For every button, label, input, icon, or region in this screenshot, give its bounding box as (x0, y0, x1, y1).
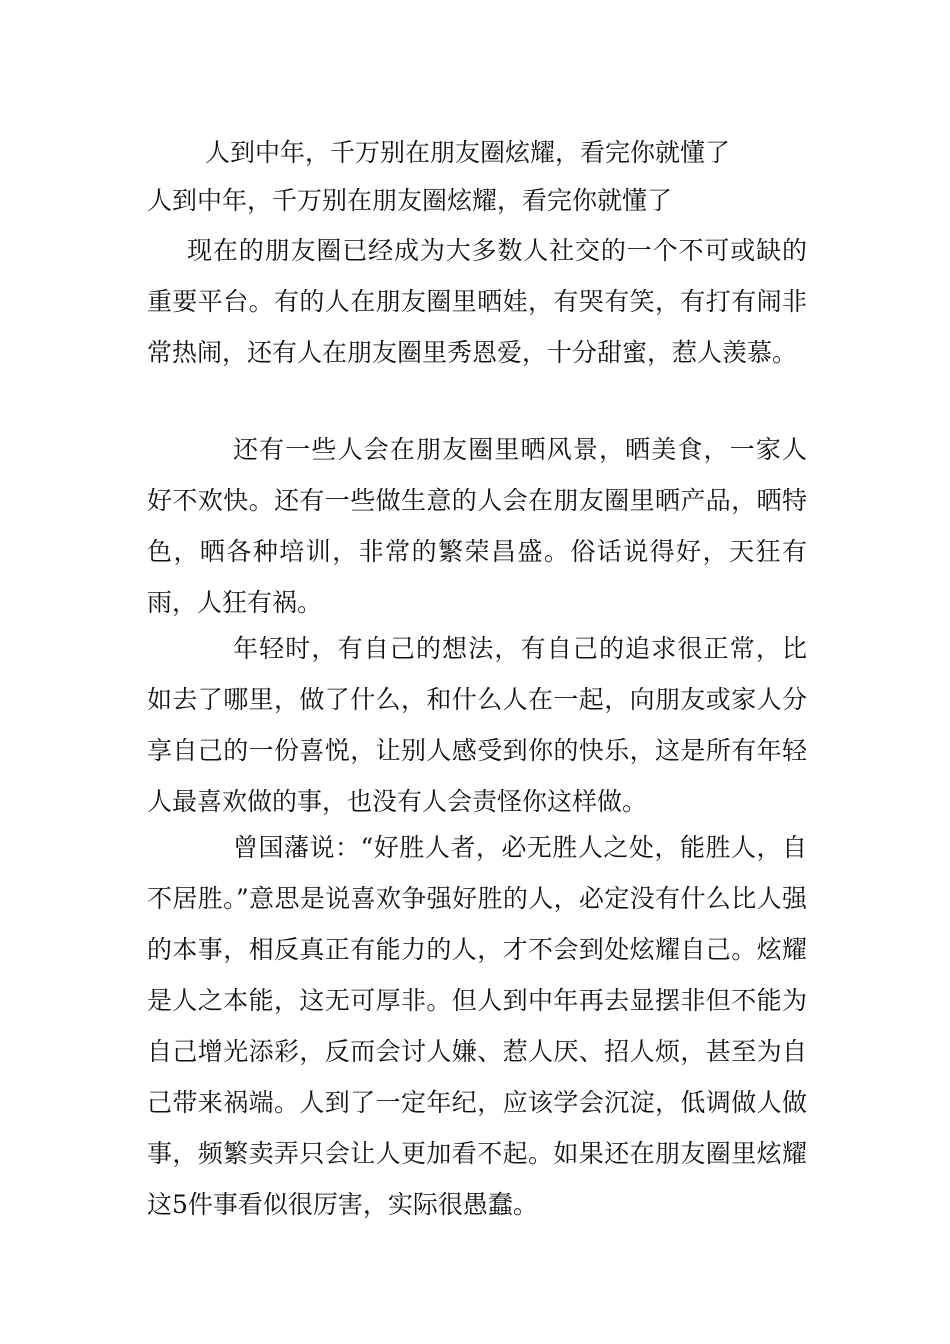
paragraph-1: 现在的朋友圈已经成为大多数人社交的一个不可或缺的重要平台。有的人在朋友圈里晒娃，有哭有笑，有打有闹非常热闹，还有人在朋友圈里秀恩爱，十分甜蜜，惹人羡慕。 (147, 236, 807, 367)
document-subtitle: 人到中年，千万别在朋友圈炫耀，看完你就懂了 (147, 186, 673, 215)
paragraph-4: 曾国藩说：“好胜人者，必无胜人之处，能胜人，自不居胜。”意思是说喜欢争强好胜的人，必定没有什么比人强的本事，相反真正有能力的人，才不会到处炫耀自己。炫耀是人之本能，这无可厚非。但人到中年再去显摆非但不能为自己增光添彩，反而会讨人嫌、惹人厌、招人烦，甚至为自己带来祸端。人到了一定年纪，应该学会沉淀，低调做人做事，频繁卖弄只会让人更加看不起。如果还在朋友圈里炫耀这5件事看似很厉害，实际很愚蠢。 (147, 833, 807, 1219)
paragraph-2: 还有一些人会在朋友圈里晒风景，晒美食，一家人好不欢快。还有一些做生意的人会在朋友圈里晒产品，晒特色，晒各种培训，非常的繁荣昌盛。俗话说得好，天狂有雨，人狂有祸。 (147, 435, 807, 617)
document-title: 人到中年，千万别在朋友圈炫耀，看完你就懂了 (205, 138, 731, 167)
paragraph-3: 年轻时，有自己的想法，有自己的追求很正常，比如去了哪里，做了什么，和什么人在一起，向朋友或家人分享自己的一份喜悦，让别人感受到你的快乐，这是所有年轻人最喜欢做的事，也没有人会责怪你这样做。 (147, 634, 807, 816)
